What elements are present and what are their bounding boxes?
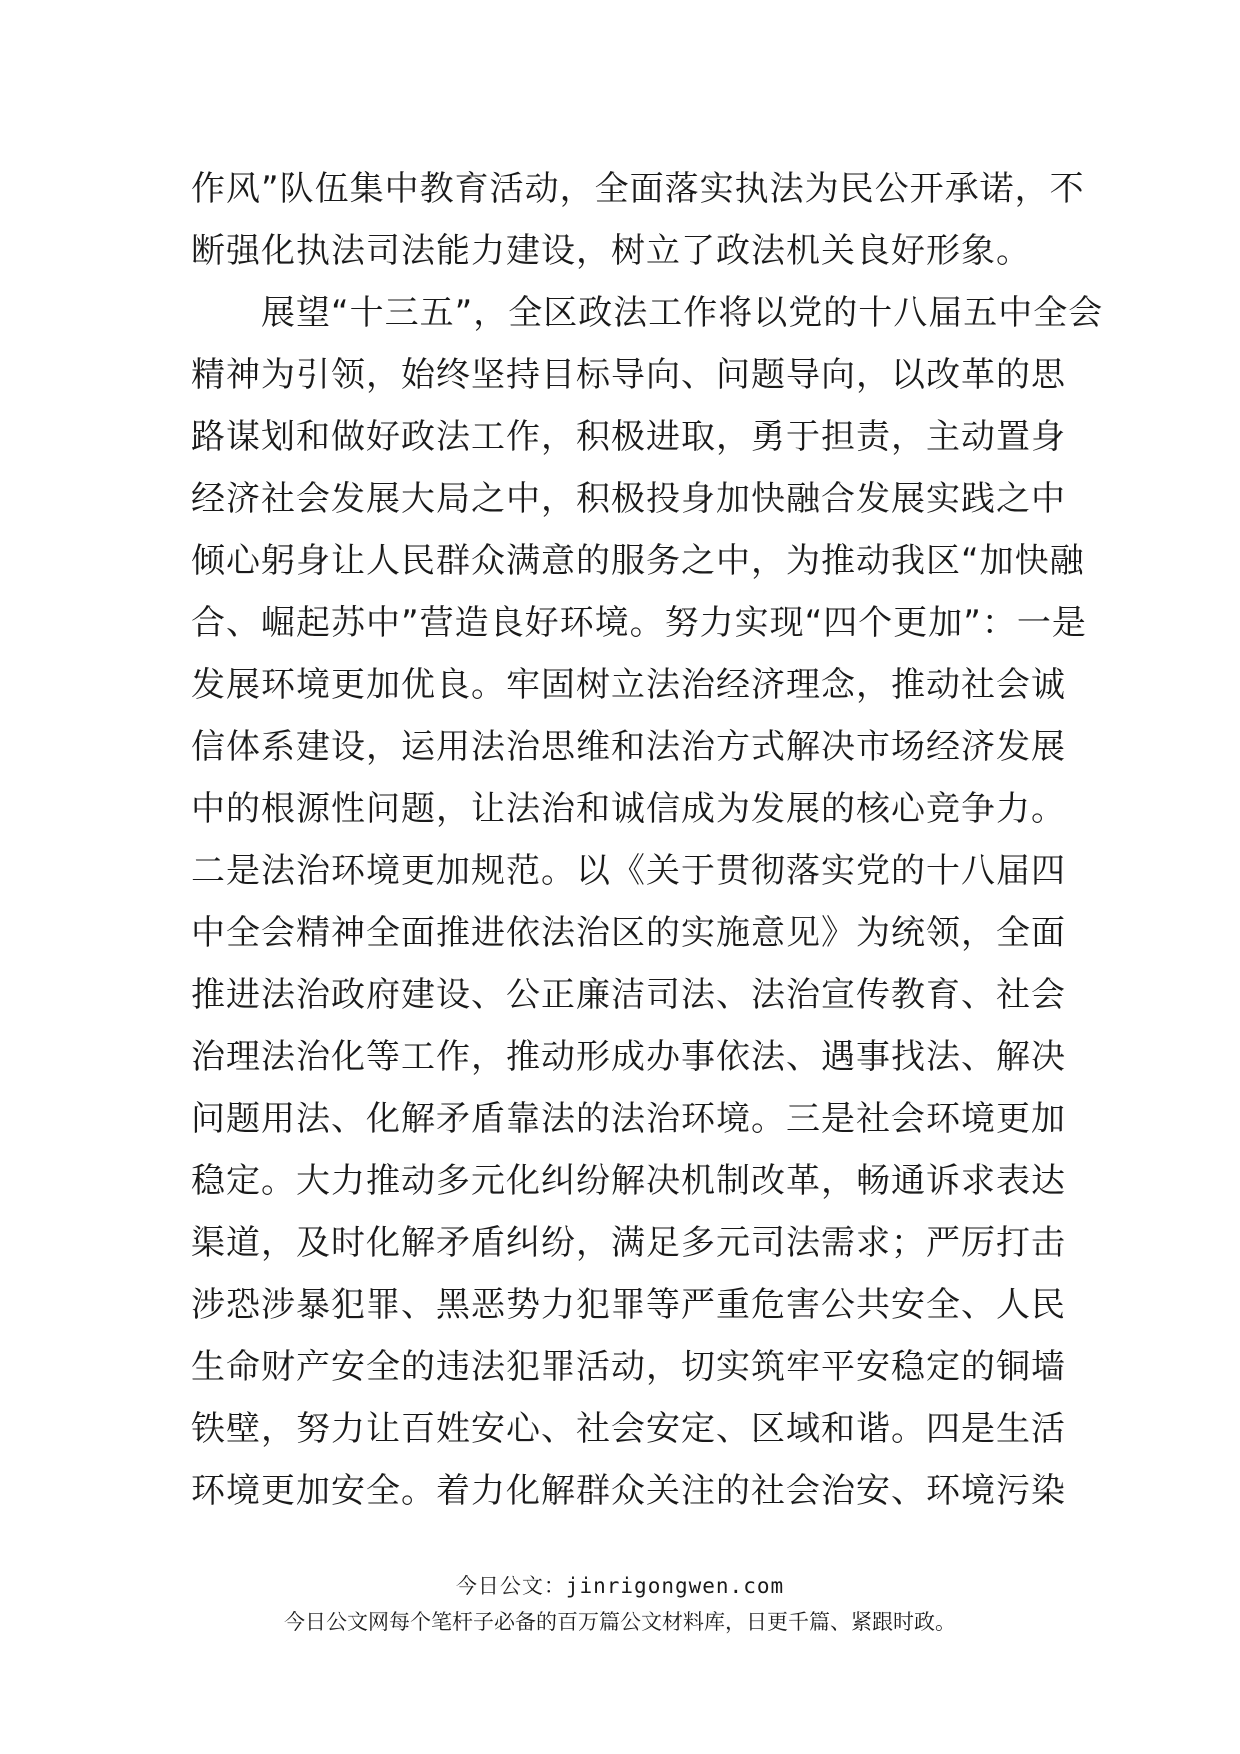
- body-line: 稳定。大力推动多元化纠纷解决机制改革，畅通诉求表达: [191, 1161, 1066, 1201]
- body-line: 治理法治化等工作，推动形成办事依法、遇事找法、解决: [191, 1037, 1066, 1077]
- document-body: [191, 158, 1104, 1522]
- body-line: 中的根源性问题，让法治和诚信成为发展的核心竞争力。: [191, 789, 1066, 829]
- body-line: 二是法治环境更加规范。以《关于贯彻落实党的十八届四: [191, 851, 1066, 891]
- body-line: 精神为引领，始终坚持目标导向、问题导向，以改革的思: [191, 355, 1066, 395]
- body-line: 倾心躬身让人民群众满意的服务之中，为推动我区“加快融: [191, 541, 1085, 581]
- body-line: 展望“十三五”，全区政法工作将以党的十八届五中全会: [191, 293, 1104, 333]
- body-line: 推进法治政府建设、公正廉洁司法、法治宣传教育、社会: [191, 975, 1066, 1015]
- body-line: 信体系建设，运用法治思维和法治方式解决市场经济发展: [191, 727, 1066, 767]
- body-line: 铁壁，努力让百姓安心、社会安定、区域和谐。四是生活: [191, 1409, 1066, 1449]
- footer-site-label: 今日公文：: [455, 1574, 566, 1598]
- body-line: 经济社会发展大局之中，积极投身加快融合发展实践之中: [191, 479, 1066, 519]
- body-line: 问题用法、化解矛盾靠法的法治环境。三是社会环境更加: [191, 1099, 1066, 1139]
- body-line: 发展环境更加优良。牢固树立法治经济理念，推动社会诚: [191, 665, 1066, 705]
- body-line: 作风”队伍集中教育活动，全面落实执法为民公开承诺，不: [191, 169, 1085, 209]
- body-line: 涉恐涉暴犯罪、黑恶势力犯罪等严重危害公共安全、人民: [191, 1285, 1066, 1325]
- body-line: 合、崛起苏中”营造良好环境。努力实现“四个更加”：一是: [191, 603, 1087, 643]
- body-line: 环境更加安全。着力化解群众关注的社会治安、环境污染: [191, 1471, 1066, 1511]
- body-line: 生命财产安全的违法犯罪活动，切实筑牢平安稳定的铜墙: [191, 1347, 1066, 1387]
- footer-slogan: 今日公文网每个笔杆子必备的百万篇公文材料库，日更千篇、紧跟时政。: [284, 1610, 956, 1634]
- body-line: 渠道，及时化解矛盾纠纷，满足多元司法需求；严厉打击: [191, 1223, 1066, 1263]
- body-line: 路谋划和做好政法工作，积极进取，勇于担责，主动置身: [191, 417, 1066, 457]
- body-line: 中全会精神全面推进依法治区的实施意见》为统领，全面: [191, 913, 1066, 953]
- footer-site-link[interactable]: jinrigongwen.com: [565, 1574, 785, 1598]
- body-line: 断强化执法司法能力建设，树立了政法机关良好形象。: [191, 231, 1031, 271]
- footer-site: [0, 1571, 1240, 1601]
